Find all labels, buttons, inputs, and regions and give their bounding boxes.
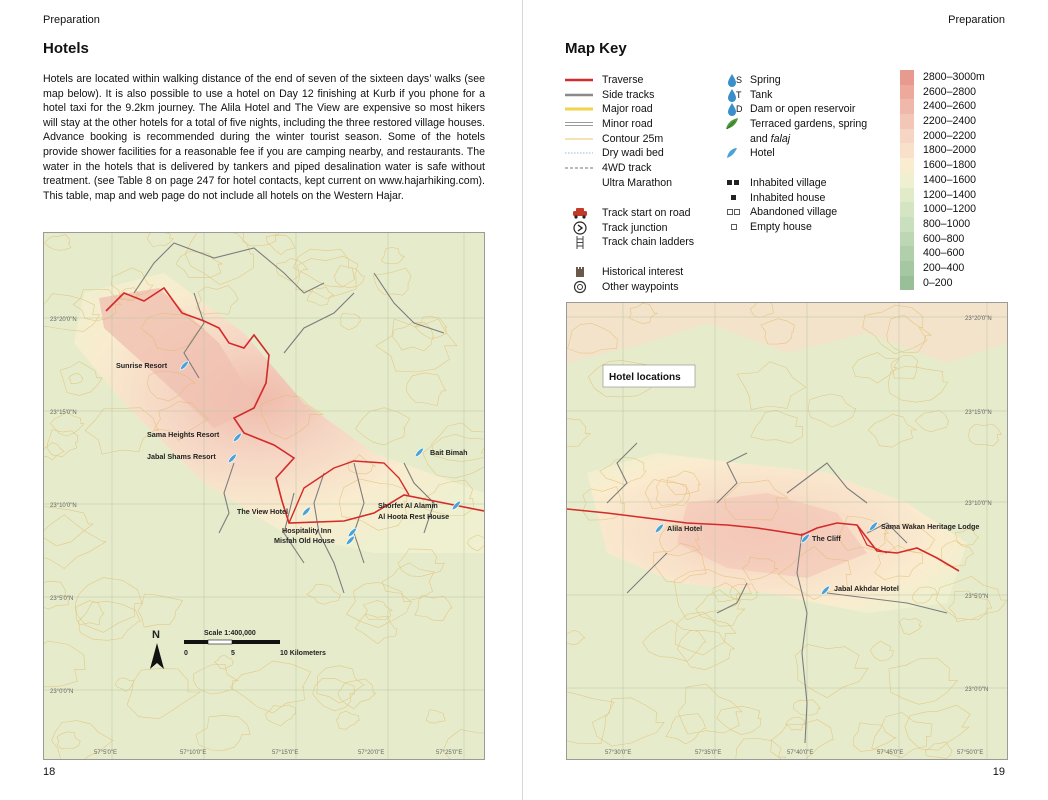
hotel-label: Al Hoota Rest House [378, 512, 450, 521]
elevation-swatch [900, 143, 914, 158]
lat-label: 23°10'0"N [965, 501, 992, 507]
other-key [572, 265, 722, 294]
elevation-legend [900, 70, 1020, 290]
map-title: Hotel locations [609, 372, 681, 383]
lon-label: 57°50'0"E [957, 750, 984, 756]
elevation-swatch [900, 114, 914, 129]
waypoint-icon [573, 280, 587, 294]
elevation-label: 1400–1600 [923, 173, 977, 186]
page-number-right: 19 [992, 766, 1005, 778]
hotel-label: Alila Hotel [667, 524, 703, 533]
traverse-swatch [565, 73, 593, 87]
elevation-swatch [900, 85, 914, 100]
running-head-right: Preparation [948, 14, 1005, 26]
elevation-band [900, 261, 1020, 276]
elevation-swatch [900, 217, 914, 232]
key-track-junction: Track junction [572, 221, 722, 236]
lon-label: 57°10'0"E [180, 750, 207, 756]
spring-letter: S [736, 75, 743, 85]
elevation-swatch [900, 202, 914, 217]
ladder-icon [574, 236, 586, 249]
elevation-label: 2800–3000m [923, 71, 985, 83]
key-dam: D Dam or open reservoir [727, 102, 897, 117]
side-tracks-swatch [565, 88, 593, 102]
elevation-swatch [900, 276, 914, 291]
elevation-band [900, 158, 1020, 173]
village-icon [727, 180, 741, 187]
key-contour: Contour 25m [565, 132, 715, 147]
lon-label: 57°30'0"E [605, 750, 632, 756]
key-4wd-track: 4WD track [565, 161, 715, 176]
elevation-label: 400–600 [923, 247, 965, 260]
hotel-icon [725, 146, 739, 160]
key-minor-road: Minor road [565, 117, 715, 132]
house-icon [731, 195, 737, 201]
key-spring: S Spring [727, 73, 897, 88]
lat-label: 23°5'0"N [50, 596, 74, 602]
elevation-swatch [900, 246, 914, 261]
major-road-swatch [565, 102, 593, 116]
key-dry-wadi: Dry wadi bed [565, 146, 715, 161]
dry-wadi-swatch [565, 146, 593, 160]
lon-label: 57°45'0"E [877, 750, 904, 756]
elevation-label: 1000–1200 [923, 203, 977, 216]
key-hotel: Hotel [727, 146, 897, 161]
elevation-swatch [900, 129, 914, 144]
north-label: N [152, 629, 160, 641]
elevation-swatch [900, 232, 914, 247]
junction-icon [573, 221, 587, 235]
hotels-map [43, 232, 485, 760]
lon-label: 57°25'0"E [436, 750, 463, 756]
key-empty-house: Empty house [727, 220, 897, 235]
hotel-label: The View Hotel [237, 507, 288, 516]
key-abandoned-village: Abandoned village [727, 205, 897, 220]
key-historical: Historical interest [572, 265, 722, 280]
elevation-swatch [900, 173, 914, 188]
leaf-icon [724, 117, 740, 131]
hotel-label: Shorfet Al Alamin [378, 501, 438, 510]
elevation-label: 200–400 [923, 261, 965, 274]
elevation-swatch [900, 188, 914, 203]
elevation-band [900, 114, 1020, 129]
elevation-label: 1800–2000 [923, 144, 977, 157]
key-inhabited-village: Inhabited village [727, 176, 897, 191]
lon-label: 57°20'0"E [358, 750, 385, 756]
section-title-map-key: Map Key [565, 40, 627, 57]
line-key [565, 73, 715, 191]
key-side-tracks: Side tracks [565, 88, 715, 103]
elevation-label: 2400–2600 [923, 100, 977, 113]
elevation-label: 0–200 [923, 276, 953, 289]
water-key [727, 73, 897, 161]
car-icon [572, 207, 588, 219]
elevation-swatch [900, 158, 914, 173]
elevation-swatch [900, 99, 914, 114]
hotel-label: Jabal Shams Resort [147, 452, 216, 461]
key-traverse: Traverse [565, 73, 715, 88]
hotel-label: Sunrise Resort [116, 361, 168, 370]
lat-label: 23°10'0"N [50, 503, 77, 509]
key-terraced-2 [727, 132, 897, 147]
key-track-start: Track start on road [572, 206, 722, 221]
empty-house-icon [731, 224, 738, 231]
elevation-band [900, 85, 1020, 100]
lat-label: 23°0'0"N [965, 687, 989, 693]
left-page [0, 0, 523, 800]
key-terraced: Terraced gardens, spring [727, 117, 897, 132]
symbol-key [572, 206, 722, 250]
scale-title: Scale 1:400,000 [204, 630, 256, 637]
hotel-label: Jabal Akhdar Hotel [834, 584, 899, 593]
hotel-label: Sama Heights Resort [147, 430, 220, 439]
elevation-label: 1200–1400 [923, 188, 977, 201]
4wd-track-swatch [565, 161, 593, 175]
key-chain-ladders: Track chain ladders [572, 235, 722, 250]
lat-label: 23°15'0"N [50, 410, 77, 416]
lat-label: 23°0'0"N [50, 689, 74, 695]
elevation-label: 800–1000 [923, 217, 971, 230]
elevation-label: 600–800 [923, 232, 965, 245]
minor-road-swatch [565, 117, 593, 131]
elevation-swatch [900, 261, 914, 276]
elevation-band [900, 143, 1020, 158]
hotel-label: Hospitality Inn [282, 526, 332, 535]
hotel-label: Bait Bimah [430, 448, 468, 457]
key-major-road: Major road [565, 102, 715, 117]
scale-tick-5: 5 [231, 650, 235, 657]
key-inhabited-house: Inhabited house [727, 191, 897, 206]
elevation-band [900, 99, 1020, 114]
elevation-band [900, 173, 1020, 188]
lon-label: 57°5'0"E [94, 750, 118, 756]
lon-label: 57°15'0"E [272, 750, 299, 756]
hotels-map-svg [44, 233, 484, 759]
elevation-band [900, 232, 1020, 247]
hotel-label: Misfah Old House [274, 536, 335, 545]
terrace-label-falaj: falaj [770, 132, 791, 145]
key-tank: T Tank [727, 88, 897, 103]
scale-tick-0: 0 [184, 650, 188, 657]
elevation-band [900, 246, 1020, 261]
fort-icon [574, 266, 586, 278]
village-key [727, 176, 897, 235]
hotel-locations-map-svg [567, 303, 1007, 759]
elevation-label: 2200–2400 [923, 115, 977, 128]
hotel-label: The Cliff [812, 534, 841, 543]
elevation-label: 1600–1800 [923, 159, 977, 172]
tank-letter: T [736, 89, 742, 100]
elevation-band [900, 217, 1020, 232]
key-waypoints: Other waypoints [572, 280, 722, 295]
lat-label: 23°15'0"N [965, 410, 992, 416]
contour-swatch [565, 132, 593, 146]
lon-label: 57°35'0"E [695, 750, 722, 756]
page-number-left: 18 [43, 766, 56, 778]
hotel-label: Sama Wakan Heritage Lodge [881, 522, 980, 531]
lon-label: 57°40'0"E [787, 750, 814, 756]
dam-letter: D [736, 104, 743, 115]
elevation-band [900, 70, 1020, 85]
abandoned-village-icon [727, 209, 741, 216]
hotels-paragraph: Hotels are located within walking distance of the end of seven of the sixteen days’ walks (see map below). It is also possible to use a hotel on Day 12 finishing at Kurb if you phone for a hotel taxi for the 9.2km journey. The Alila Hotel and The View are expensive so most hikers will stay at the other hotels for a total of five nights, including the three restored village houses. Advance booking is recommended during the winter tourist season. Some of the hotels provide shower facilities for a reasonable fee if you are camping nearby, and restaurants. The water in the hotels that is delivered by tankers and piped desalination water is safe without treatment. (see Table 8 on page 247 for hotel contacts, kept current on www.hajarhiking.com). This table, map and web page do not include all hotels on the Western Hajar. [43, 73, 485, 202]
elevation-band [900, 188, 1020, 203]
elevation-band [900, 202, 1020, 217]
elevation-swatch [900, 70, 914, 85]
scale-tick-10: 10 Kilometers [280, 650, 326, 657]
hotel-locations-map [566, 302, 1008, 760]
lat-label: 23°5'0"N [965, 594, 989, 600]
elevation-label: 2600–2800 [923, 85, 977, 98]
key-ultra-marathon: Ultra Marathon [602, 176, 673, 189]
running-head-left: Preparation [43, 14, 100, 26]
elevation-band [900, 276, 1020, 291]
lat-label: 23°20'0"N [965, 316, 992, 322]
terrace-label-and: and [750, 132, 771, 145]
section-title-hotels: Hotels [43, 40, 89, 57]
elevation-label: 2000–2200 [923, 129, 977, 142]
elevation-band [900, 129, 1020, 144]
lat-label: 23°20'0"N [50, 317, 77, 323]
